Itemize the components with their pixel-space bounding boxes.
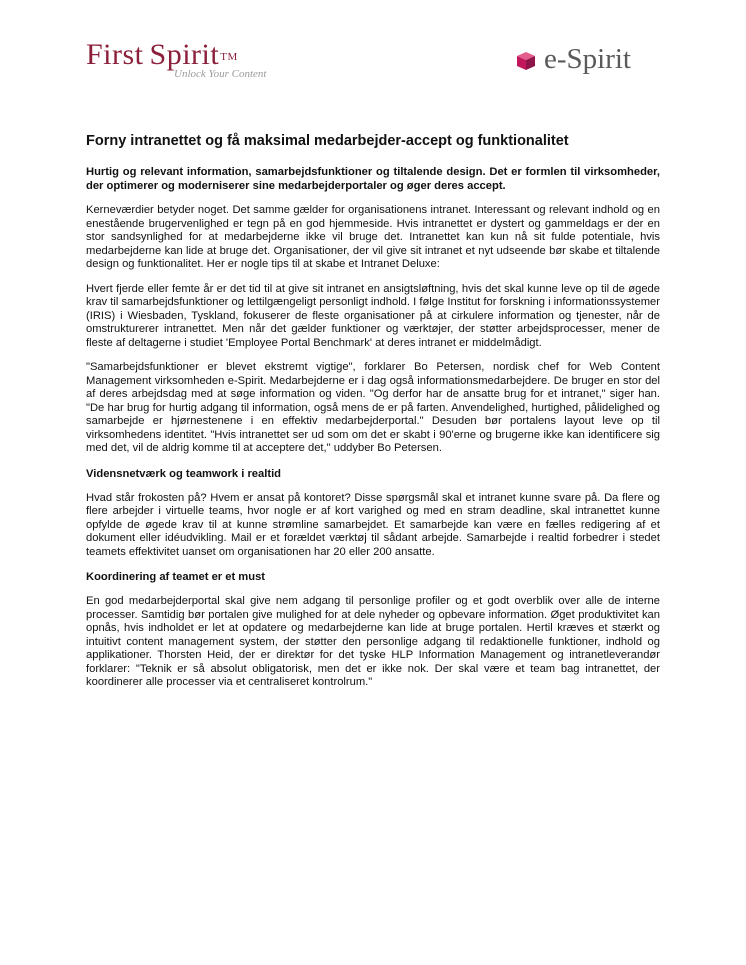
logo-tagline: Unlock Your Content	[174, 68, 267, 80]
paragraph: "Samarbejdsfunktioner er blevet ekstremt vigtige", forklarer Bo Petersen, nordisk chef for Web Content Management virksomheden e-Spirit. Medarbejderne er i dag også informationsmedarbejdere. De bruger en stor del af deres arbejdsdag med at søge information og viden. "Og derfor har de ansatte brug for et intranet," siger han. "De har brug for hurtig adgang til information, også mens de er på farten. Anvendelighed, hurtighed, pålidelighed og samarbejde er hjørnestenene i en effektiv medarbejderportal." Desuden bør portalens layout leve op til virksomhedens identitet. "Hvis intranettet ser ud som om det er skabt i 90'erne og brugerne ikke kan identificere sig med det, vil de aldrig komme til at acceptere det," uddyber Bo Petersen.	[86, 361, 660, 454]
article	[86, 132, 660, 701]
e-spirit-wordmark: e-Spirit	[544, 43, 631, 75]
logo-word-spirit: Spirit	[149, 38, 220, 71]
section-heading-koordinering: Koordinering af teamet er et must	[86, 571, 266, 583]
section-heading-vidensnetvaerk: Vidensnetværk og teamwork i realtid	[86, 467, 282, 480]
article-lead: Hurtig og relevant information, samarbejdsfunktioner og tiltalende design. Det er formlen til virksomheder, der optimerer og moderniserer sine medarbejderportaler og øger deres accept.	[86, 166, 660, 192]
e-spirit-logo	[516, 42, 631, 76]
logo-word-first: First	[86, 38, 144, 71]
article-title: Forny intranettet og få maksimal medarbejder-accept og funktionalitet	[86, 133, 569, 149]
firstspirit-logo	[86, 38, 316, 88]
trademark-symbol: TM	[220, 51, 238, 63]
paragraph: Hvert fjerde eller femte år er det tid til at give sit intranet en ansigtsløftning, hvis det skal kunne leve op til de øgede krav til samarbejdsfunktioner og lettilgængeligt personligt indhold. I følge Institut for forskning i informationssystemer (IRIS) i Wiesbaden, Tyskland, fokuserer de fleste organisationer på at cirkulere information og tjenester, når de omstrukturerer intranettet. Men når det gælder funktioner og værktøjer, der støtter arbejdsprocesser, mener de fleste af deltagerne i studiet 'Employee Portal Benchmark' at deres intranet er middelmådigt.	[86, 282, 660, 349]
paragraph: Kerneværdier betyder noget. Det samme gælder for organisationens intranet. Interessant og relevant indhold og en enestående brugervenlighed er tegn på en god hjemmeside. Hvis intranettet er dystert og gammeldags er der en stor sandsynlighed for at medarbejderne ikke vil bruge det. Intranettet kan kun nå sit fulde potentiale, hvis medarbejderne kan lide at bruge det. Organisationer, der vil give sit intranet et nyt udseende bør skabe et tiltalende design og funktionalitet. Her er nogle tips til at skabe et Intranet Deluxe:	[86, 204, 660, 270]
paragraph: Hvad står frokosten på? Hvem er ansat på kontoret? Disse spørgsmål skal et intranet kunne svare på. Da flere og flere arbejder i virtuelle teams, hvor nogle er af kort varighed og med en stram deadline, skal intranettet kunne opfylde de øgede krav til at kunne strømline samarbejdet. Et samarbejde kan være en fælles redigering af et dokument eller idéudvikling. Mail er et forældet værktøj til sådant arbejde. Samarbejde i realtid forbedrer i stedet teamets effektivitet uanset om organisationen har 20 eller 200 ansatte.	[86, 491, 660, 558]
cube-icon	[516, 51, 536, 71]
paragraph: En god medarbejderportal skal give nem adgang til personlige profiler og et godt overblik over alle de interne processer. Samtidig bør portalen give mulighed for at dele nyheder og opbevare information. Øget produktivitet kan opnås, hvis indholdet er let at opdatere og medarbejderne kan lide at bruge portalen. Hertil kræves et stærkt og intuitivt content management system, der støtter den personlige adgang til redaktionelle funktioner, indhold og applikationer. Thorsten Heid, der er direktør for det tyske HLP Information Management og intranetleverandør forklarer: "Teknik er så absolut obligatorisk, men det er ikke nok. Der skal være et team bag intranettet, der koordinerer alle processer via et centraliseret kontrolrum."	[86, 595, 660, 688]
firstspirit-wordmark	[86, 38, 238, 72]
